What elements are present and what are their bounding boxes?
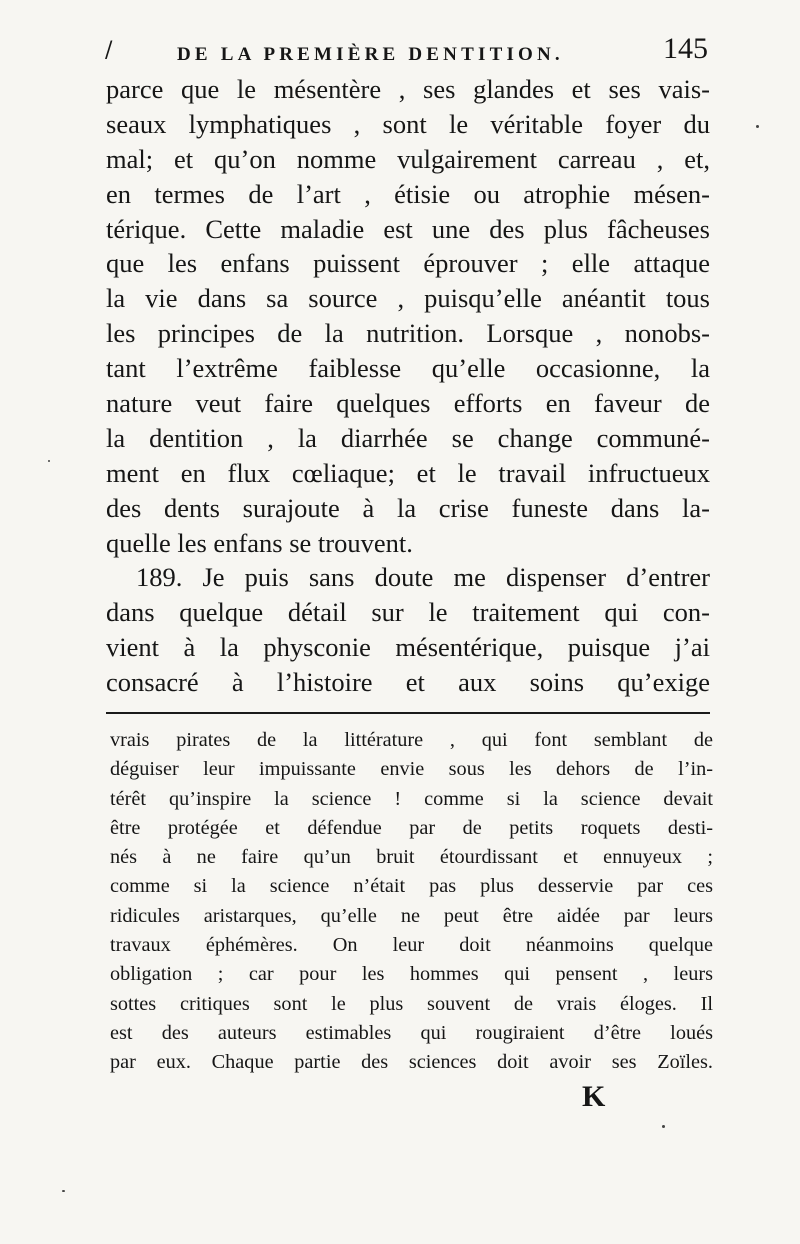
text-line: vient à la physconie mésentérique, puisque j’ai bbox=[106, 632, 710, 663]
footnote-line: comme si la science n’était pas plus desservie par ces bbox=[110, 875, 713, 898]
header-mark: / bbox=[105, 38, 113, 63]
footnote-line: nés à ne faire qu’un bruit étourdissant et ennuyeux ; bbox=[110, 846, 713, 869]
text-line: quelle les enfans se trouvent. bbox=[106, 527, 413, 558]
ink-speck bbox=[756, 125, 759, 128]
footnote-line: ridicules aristarques, qu’elle ne peut être aidée par leurs bbox=[110, 904, 713, 927]
text-line: les principes de la nutrition. Lorsque , nonobs- bbox=[106, 318, 710, 349]
text-line: la vie dans sa source , puisqu’elle anéantit tous bbox=[106, 283, 710, 314]
footnote-line: sottes critiques sont le plus souvent de vrais éloges. Il bbox=[110, 992, 713, 1015]
footnote-line: obligation ; car pour les hommes qui pensent , leurs bbox=[110, 963, 713, 986]
footnote bbox=[110, 726, 713, 1078]
text-line: consacré à l’histoire et aux soins qu’exige bbox=[106, 667, 710, 698]
running-title: DE LA PREMIÈRE DENTITION. bbox=[177, 44, 564, 65]
footnote-line: térêt qu’inspire la science ! comme si la science devait bbox=[110, 787, 713, 810]
ink-speck bbox=[662, 1125, 665, 1128]
footnote-line: est des auteurs estimables qui rougiraient d’être loués bbox=[110, 1021, 713, 1044]
text-line: ment en flux cœliaque; et le travail infructueux bbox=[106, 457, 710, 488]
page-number: 145 bbox=[663, 32, 708, 65]
text-line: mal; et qu’on nomme vulgairement carreau , et, bbox=[106, 143, 710, 174]
text-line: térique. Cette maladie est une des plus fâcheuses bbox=[106, 213, 710, 244]
text-line: tant l’extrême faiblesse qu’elle occasionne, la bbox=[106, 353, 710, 384]
text-line: que les enfans puissent éprouver ; elle attaque bbox=[106, 248, 710, 279]
footnote-line: être protégée et défendue par de petits roquets desti- bbox=[110, 816, 713, 839]
signature-mark: K bbox=[582, 1080, 606, 1113]
ink-speck bbox=[48, 460, 50, 462]
text-line: parce que le mésentère , ses glandes et ses vais- bbox=[106, 74, 710, 104]
page-header bbox=[105, 30, 710, 70]
footnote-line: vrais pirates de la littérature , qui font semblant de bbox=[110, 729, 713, 751]
text-line: en termes de l’art , étisie ou atrophie mésen- bbox=[106, 178, 710, 209]
text-line: des dents surajoute à la crise funeste dans la- bbox=[106, 492, 710, 523]
text-line: la dentition , la diarrhée se change communé- bbox=[106, 422, 710, 453]
footnote-rule bbox=[106, 712, 710, 714]
main-text bbox=[106, 72, 710, 700]
text-line: dans quelque détail sur le traitement qui con- bbox=[106, 597, 710, 628]
footnote-line: déguiser leur impuissante envie sous les dehors de l’in- bbox=[110, 758, 713, 781]
footnote-line: par eux. Chaque partie des sciences doit avoir ses Zoïles. bbox=[110, 1051, 713, 1074]
text-line: seaux lymphatiques , sont le véritable foyer du bbox=[106, 108, 710, 139]
footnote-line: travaux éphémères. On leur doit néanmoins quelque bbox=[110, 934, 713, 957]
ink-speck bbox=[62, 1190, 65, 1192]
paragraph-start-line: 189. Je puis sans doute me dispenser d’entrer bbox=[136, 562, 710, 593]
text-line: nature veut faire quelques efforts en faveur de bbox=[106, 388, 710, 419]
